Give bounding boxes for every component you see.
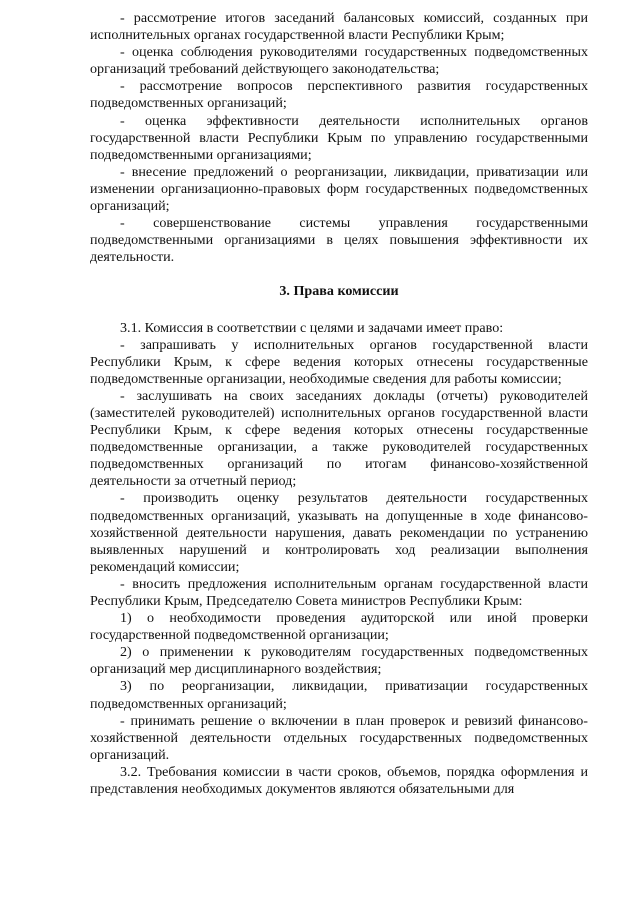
rights-section [90,320,588,799]
numbered-item: 2) о применении к руководителям государственных подведомственных организаций мер дисциплинарного воздействия; [90,644,588,678]
duty-item: - оценка соблюдения руководителями государственных подведомственных организаций требований действующего законодательства; [90,44,588,78]
rights-item: - вносить предложения исполнительным органам государственной власти Республики Крым, Председателю Совета министров Республики Крым: [90,575,588,609]
duty-item: - рассмотрение итогов заседаний балансовых комиссий, созданных при исполнительных органах государственной власти Республики Крым; [90,10,588,44]
rights-item: - заслушивать на своих заседаниях доклады (отчеты) руководителей (заместителей руководителей) исполнительных органов государственной власти Республики Крым, к сфере ведения которых отнесены государственные подведомственные организации, а также руководителей государственных подведомственных организаций по итогам финансово-хозяйственной деятельности за отчетный период; [90,387,588,490]
duty-item: - оценка эффективности деятельности исполнительных органов государственной власти Республики Крым по управлению государственными подведомственными организациями; [90,112,588,163]
numbered-item: 3) по реорганизации, ликвидации, приватизации государственных подведомственных организаций; [90,678,588,712]
numbered-item: 1) о необходимости проведения аудиторской или иной проверки государственной подведомственной организации; [90,610,588,644]
rights-item: - производить оценку результатов деятельности государственных подведомственных организаций, указывать на допущенные в ходе финансово-хозяйственной деятельности нарушения, давать рекомендации по устранению выявленных нарушений и контролировать ход реализации выполнения рекомендаций комиссии; [90,490,588,575]
duty-item: - внесение предложений о реорганизации, ликвидации, приватизации или изменении организационно-правовых форм государственных подведомственных организаций; [90,163,588,215]
section-heading: 3. Права комиссии [279,283,399,300]
clause-intro: 3.1. Комиссия в соответствии с целями и задачами имеет право: [120,319,504,336]
duty-item: - рассмотрение вопросов перспективного развития государственных подведомственных организаций; [90,78,588,112]
duty-item: - совершенствование системы управления государственными подведомственными организациями в целях повышения эффективности их деятельности. [90,215,588,266]
rights-item: - принимать решение о включении в план проверок и ревизий финансово-хозяйственной деятельности отдельных государственных подведомственных организаций. [90,712,588,763]
rights-item: - запрашивать у исполнительных органов государственной власти Республики Крым, к сфере ведения которых отнесены государственные подведомственные организации, необходимые сведения для работы комиссии; [90,336,588,387]
duties-list [90,10,588,266]
clause-paragraph: 3.2. Требования комиссии в части сроков, объемов, порядка оформления и представления необходимых документов являются обязательными для [90,763,588,798]
